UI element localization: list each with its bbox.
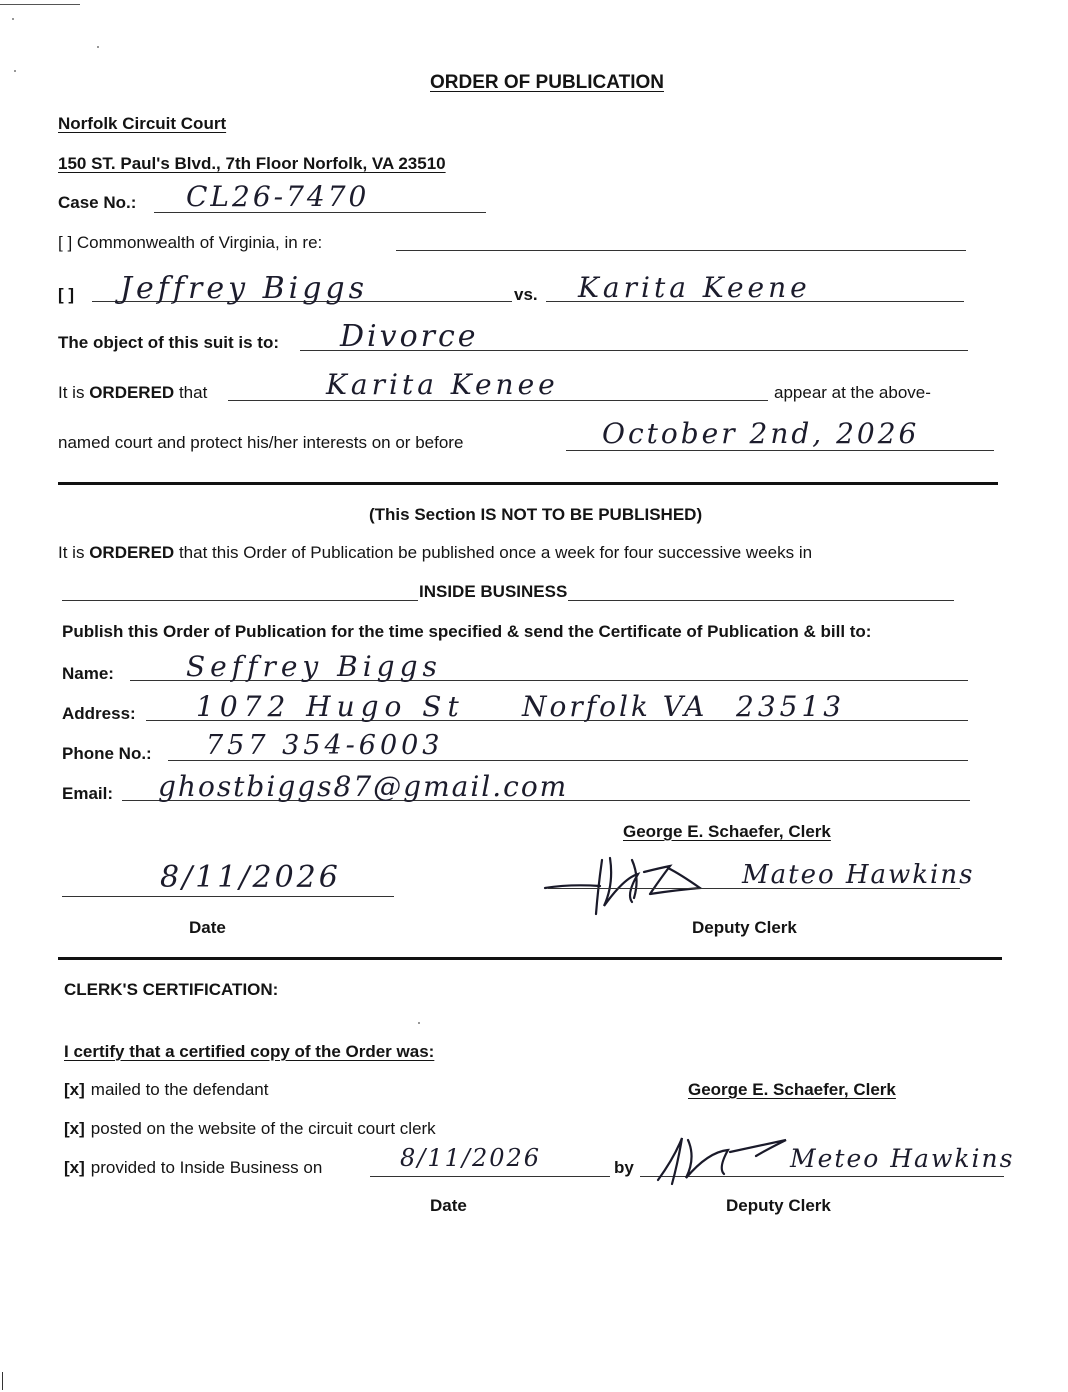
deadline-line	[566, 450, 994, 451]
party-checkbox: [ ]	[58, 285, 75, 304]
address-zip: 23513	[736, 690, 846, 723]
deputy-signature	[540, 848, 720, 918]
deputy-name: Mateo Hawkins	[742, 860, 975, 890]
defendant-name: Karita Keene	[578, 271, 811, 304]
email-label: Email:	[62, 784, 114, 803]
provided-date: 8/11/2026	[400, 1144, 542, 1172]
item-provided	[64, 1158, 322, 1178]
provided-date-label: Date	[430, 1196, 467, 1215]
ordered-word: ORDERED	[89, 383, 175, 402]
ordered-prefix: It is	[58, 383, 85, 402]
mailed-checkbox[interactable]: [x]	[64, 1080, 85, 1099]
case-no-value: CL26-7470	[186, 180, 370, 213]
posted-text: posted on the website of the circuit court clerk	[90, 1119, 436, 1138]
ordered-party: Karita Kenee	[326, 368, 559, 401]
name-value: Seffrey Biggs	[186, 650, 442, 683]
vs-label: vs.	[514, 285, 538, 304]
scan-edge-mark	[2, 1372, 3, 1390]
deadline-date: October 2nd, 2026	[602, 417, 920, 450]
address-city: Norfolk VA	[522, 690, 708, 723]
object-label: The object of this suit is to:	[58, 333, 279, 352]
case-no-label: Case No.:	[58, 193, 137, 212]
provided-checkbox[interactable]: [x]	[64, 1158, 85, 1177]
court-address: 150 ST. Paul's Blvd., 7th Floor Norfolk, VA 23510	[58, 154, 446, 173]
by-label: by	[614, 1158, 634, 1177]
cert-deputy-signature	[648, 1128, 808, 1188]
named-court-text: named court and protect his/her interests on or before	[58, 433, 464, 452]
object-value: Divorce	[340, 319, 479, 354]
date-label: Date	[189, 918, 226, 937]
scan-speck	[97, 46, 99, 48]
commonwealth-line	[396, 250, 966, 251]
address-label: Address:	[62, 704, 136, 723]
certification-heading: CLERK'S CERTIFICATION:	[64, 980, 279, 999]
scan-edge-line	[0, 4, 80, 5]
court-name: Norfolk Circuit Court	[58, 114, 227, 133]
commonwealth-label: [ ] Commonwealth of Virginia, in re:	[58, 233, 323, 252]
publication-ordered-text: that this Order of Publication be published once a week for four successive weeks in	[178, 543, 813, 562]
scan-speck	[14, 70, 16, 72]
publication-ordered-prefix: It is	[58, 543, 85, 562]
posted-checkbox[interactable]: [x]	[64, 1119, 85, 1138]
item-posted	[64, 1119, 436, 1139]
email-value: ghostbiggs87@gmail.com	[158, 770, 569, 803]
ordered-that: that	[178, 383, 208, 402]
provided-text: provided to Inside Business on	[90, 1158, 323, 1177]
not-published-note: (This Section IS NOT TO BE PUBLISHED)	[369, 505, 703, 524]
item-mailed	[64, 1080, 268, 1100]
mailed-text: mailed to the defendant	[90, 1080, 269, 1099]
publication-order-text	[58, 543, 812, 563]
cert-deputy-label: Deputy Clerk	[726, 1196, 831, 1215]
certification-divider	[58, 957, 1002, 960]
date-value: 8/11/2026	[160, 860, 341, 895]
ordered-sentence	[58, 383, 207, 403]
cert-deputy-name: Meteo Hawkins	[790, 1144, 1015, 1173]
date-line	[62, 896, 394, 897]
deputy-line	[548, 888, 960, 889]
send-instruction: Publish this Order of Publication for the time specified & send the Certificate of Publication & bill to:	[62, 622, 872, 641]
phone-label: Phone No.:	[62, 744, 152, 763]
appear-text: appear at the above-	[774, 383, 931, 402]
scan-speck	[12, 18, 14, 20]
scan-speck	[418, 1022, 420, 1024]
plaintiff-name: Jeffrey Biggs	[120, 271, 369, 306]
publication-ordered-word: ORDERED	[89, 543, 175, 562]
cert-clerk-name: George E. Schaefer, Clerk	[688, 1080, 896, 1099]
address-street: 1072 Hugo St	[196, 690, 465, 723]
provided-date-line	[370, 1176, 610, 1177]
clerk-name: George E. Schaefer, Clerk	[623, 822, 831, 841]
section-divider	[58, 482, 998, 485]
phone-value: 757 354-6003	[206, 730, 444, 761]
deputy-label: Deputy Clerk	[692, 918, 797, 937]
certify-text: I certify that a certified copy of the Order was:	[64, 1042, 435, 1061]
name-label: Name:	[62, 664, 114, 683]
document-title: ORDER OF PUBLICATION	[430, 72, 664, 93]
newspaper-name: INSIDE BUSINESS	[419, 582, 568, 601]
